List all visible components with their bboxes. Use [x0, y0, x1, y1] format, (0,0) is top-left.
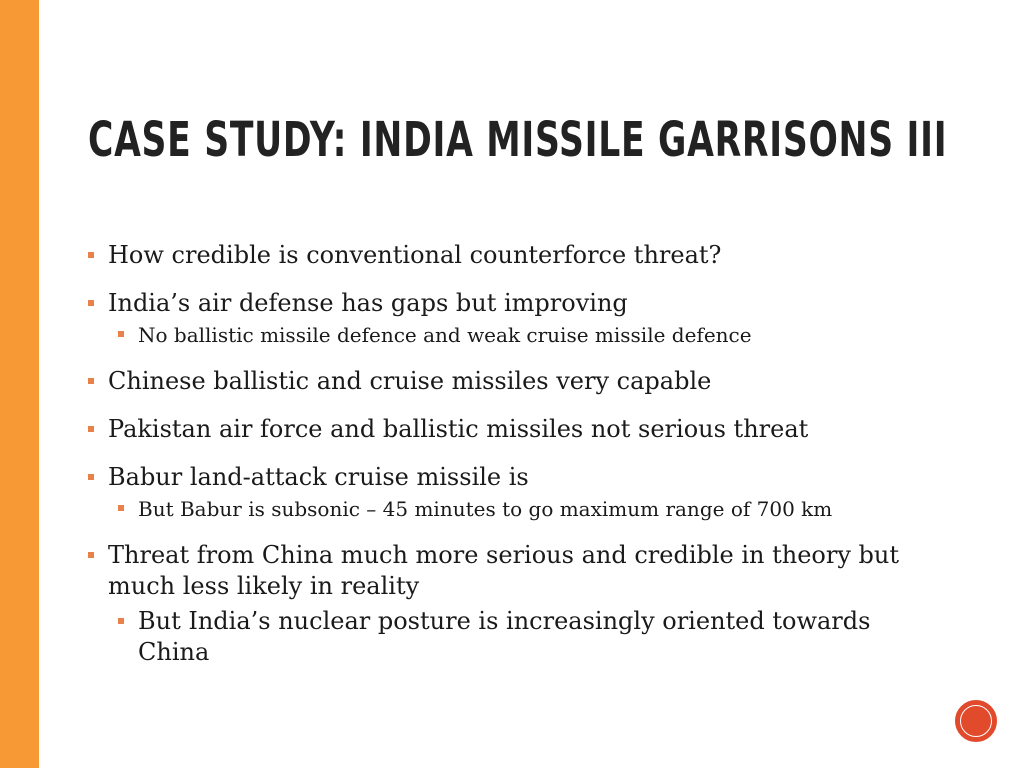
bullet-6-text: Threat from China much more serious and credible in theory but much less likely in reality [108, 541, 900, 600]
bullet-marker-icon [88, 378, 94, 384]
sub-bullet-2-text: No ballistic missile defence and weak cruise missile defence [138, 323, 752, 347]
sub-bullet-5 [86, 495, 946, 523]
bullet-3-text: Chinese ballistic and cruise missiles very capable [108, 367, 712, 395]
circle-button-ring [960, 705, 992, 737]
bullet-1 [86, 240, 946, 271]
bullet-5-text: Babur land-attack cruise missile is [108, 463, 529, 491]
sub-bullet-6-text: But India’s nuclear posture is increasingly oriented towards China [138, 607, 871, 666]
sub-bullet-5-text: But Babur is subsonic – 45 minutes to go maximum range of 700 km [138, 497, 833, 521]
circle-button-icon[interactable] [955, 700, 997, 742]
bullet-3 [86, 366, 946, 397]
bullet-2-text: India’s air defense has gaps but improving [108, 289, 628, 317]
bullet-marker-icon [88, 426, 94, 432]
accent-bar [0, 0, 39, 768]
sub-bullet-2 [86, 321, 946, 349]
bullet-marker-icon [88, 300, 94, 306]
sub-bullet-marker-icon [118, 331, 124, 337]
bullet-5 [86, 462, 946, 493]
bullet-4-text: Pakistan air force and ballistic missiles not serious threat [108, 415, 809, 443]
bullet-list [86, 240, 946, 685]
slide-title: CASE STUDY: INDIA MISSILE GARRISONS III [88, 112, 948, 168]
bullet-marker-icon [88, 552, 94, 558]
bullet-2 [86, 288, 946, 319]
bullet-marker-icon [88, 474, 94, 480]
bullet-1-text: How credible is conventional counterforce threat? [108, 241, 722, 269]
sub-bullet-marker-icon [118, 618, 124, 624]
sub-bullet-marker-icon [118, 505, 124, 511]
bullet-6 [86, 540, 946, 602]
sub-bullet-6 [86, 606, 946, 668]
bullet-4 [86, 414, 946, 445]
bullet-marker-icon [88, 252, 94, 258]
